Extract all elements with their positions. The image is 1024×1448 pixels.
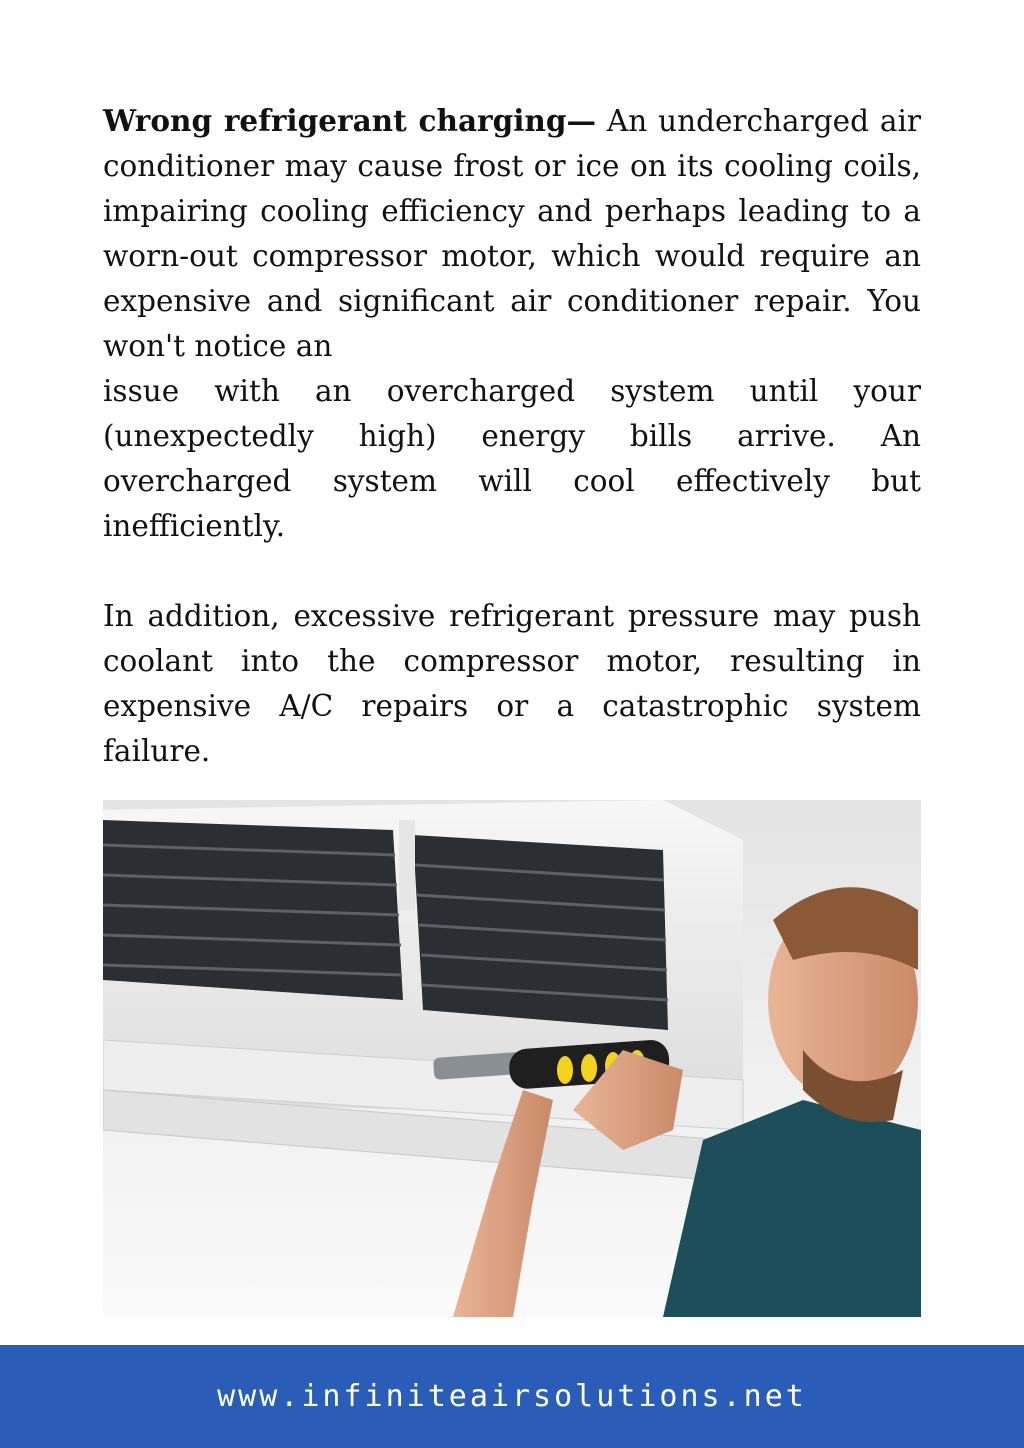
paragraph-overcharged: [103, 369, 921, 549]
photo-illustration: [103, 800, 921, 1317]
paragraph-pressure: [103, 594, 921, 774]
paragraph-text-a: An undercharged air conditioner may cause frost or ice on its cooling coils, impairing cooling efficiency and perhaps leading to a worn-out compressor motor, which would require an expensive and significant air conditioner repair. You won't notice an: [103, 104, 921, 363]
footer-banner: [0, 1345, 1024, 1448]
paragraph-heading: Wrong refrigerant charging—: [103, 103, 597, 138]
article-content: [103, 98, 921, 774]
paragraph-spacer: [103, 549, 921, 594]
paragraph-refrigerant-charging: [103, 98, 921, 369]
technician-repairing-ac-photo: [103, 800, 921, 1317]
paragraph-text-c: In addition, excessive refrigerant pressure may push coolant into the compressor motor, resulting in expensive A/C repairs or a catastrophic system failure.: [103, 599, 921, 768]
paragraph-text-b: issue with an overcharged system until your (unexpectedly high) energy bills arrive. An overcharged system will cool effectively but inefficiently.: [103, 374, 921, 543]
website-link[interactable]: www.infiniteairsolutions.net: [217, 1379, 807, 1414]
